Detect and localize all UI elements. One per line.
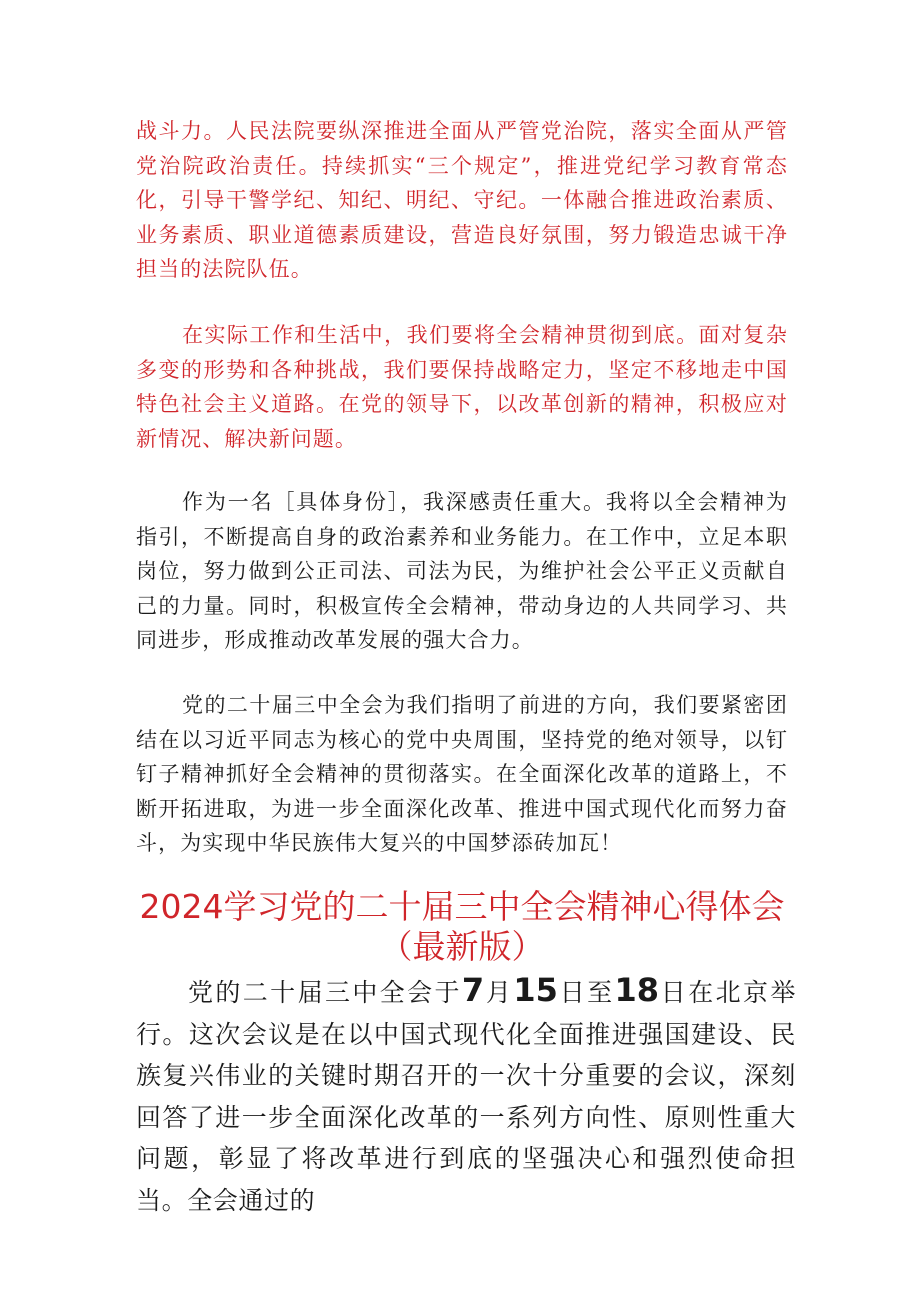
paragraph-personal-role: 作为一名［具体身份］，我深感责任重大。我将以全会精神为指引，不断提高自身的政治素养和业务能力。在工作中，立足本职岗位，努力做到公正司法、司法为民，为维护社会公平正义贡献自己的力量。同时，积极宣传全会精神，带动身边的人共同学习、共同进步，形成推动改革发展的强大合力。 xyxy=(136,490,788,652)
intro-month: 7 xyxy=(461,971,485,1009)
article-title: 2024学习党的二十届三中全会精神心得体会（最新版） xyxy=(139,887,785,966)
intro-text-c: 日至 xyxy=(557,978,615,1007)
article-intro-paragraph xyxy=(136,970,796,1221)
paragraph-conclusion: 党的二十届三中全会为我们指明了前进的方向，我们要紧密团结在以习近平同志为核心的党中央周围，坚持党的绝对领导，以钉钉子精神抓好全会精神的贯彻落实。在全面深化改革的道路上，不断开拓进取，为进一步全面深化改革、推进中国式现代化而努力奋斗，为实现中华民族伟大复兴的中国梦添砖加瓦！ xyxy=(136,693,788,855)
intro-text-d: 日在北京举行。这次会议是在以中国式现代化全面推进强国建设、民族复兴伟业的关键时期召开的一次十分重要的会议，深刻回答了进一步全面深化改革的一系列方向性、原则性重大问题，彰显了将改革进行到底的坚强决心和强烈使命担当。全会通过的 xyxy=(136,978,796,1215)
paragraph-court-discipline: 战斗力。人民法院要纵深推进全面从严管党治院，落实全面从严管党治院政治责任。持续抓实“三个规定”，推进党纪学习教育常态化，引导干警学纪、知纪、明纪、守纪。一体融合推进政治素质、业务素质、职业道德素质建设，营造良好氛围，努力锻造忠诚干净担当的法院队伍。 xyxy=(136,119,788,281)
paragraph-implement-spirit: 在实际工作和生活中，我们要将全会精神贯彻到底。面对复杂多变的形势和各种挑战，我们要保持战略定力，坚定不移地走中国特色社会主义道路。在党的领导下，以改革创新的精神，积极应对新情况、解决新问题。 xyxy=(136,323,788,451)
intro-text-a: 党的二十届三中全会于 xyxy=(188,978,462,1007)
intro-text-b: 月 xyxy=(484,978,514,1007)
intro-day-start: 15 xyxy=(513,971,558,1009)
intro-day-end: 18 xyxy=(614,971,660,1009)
